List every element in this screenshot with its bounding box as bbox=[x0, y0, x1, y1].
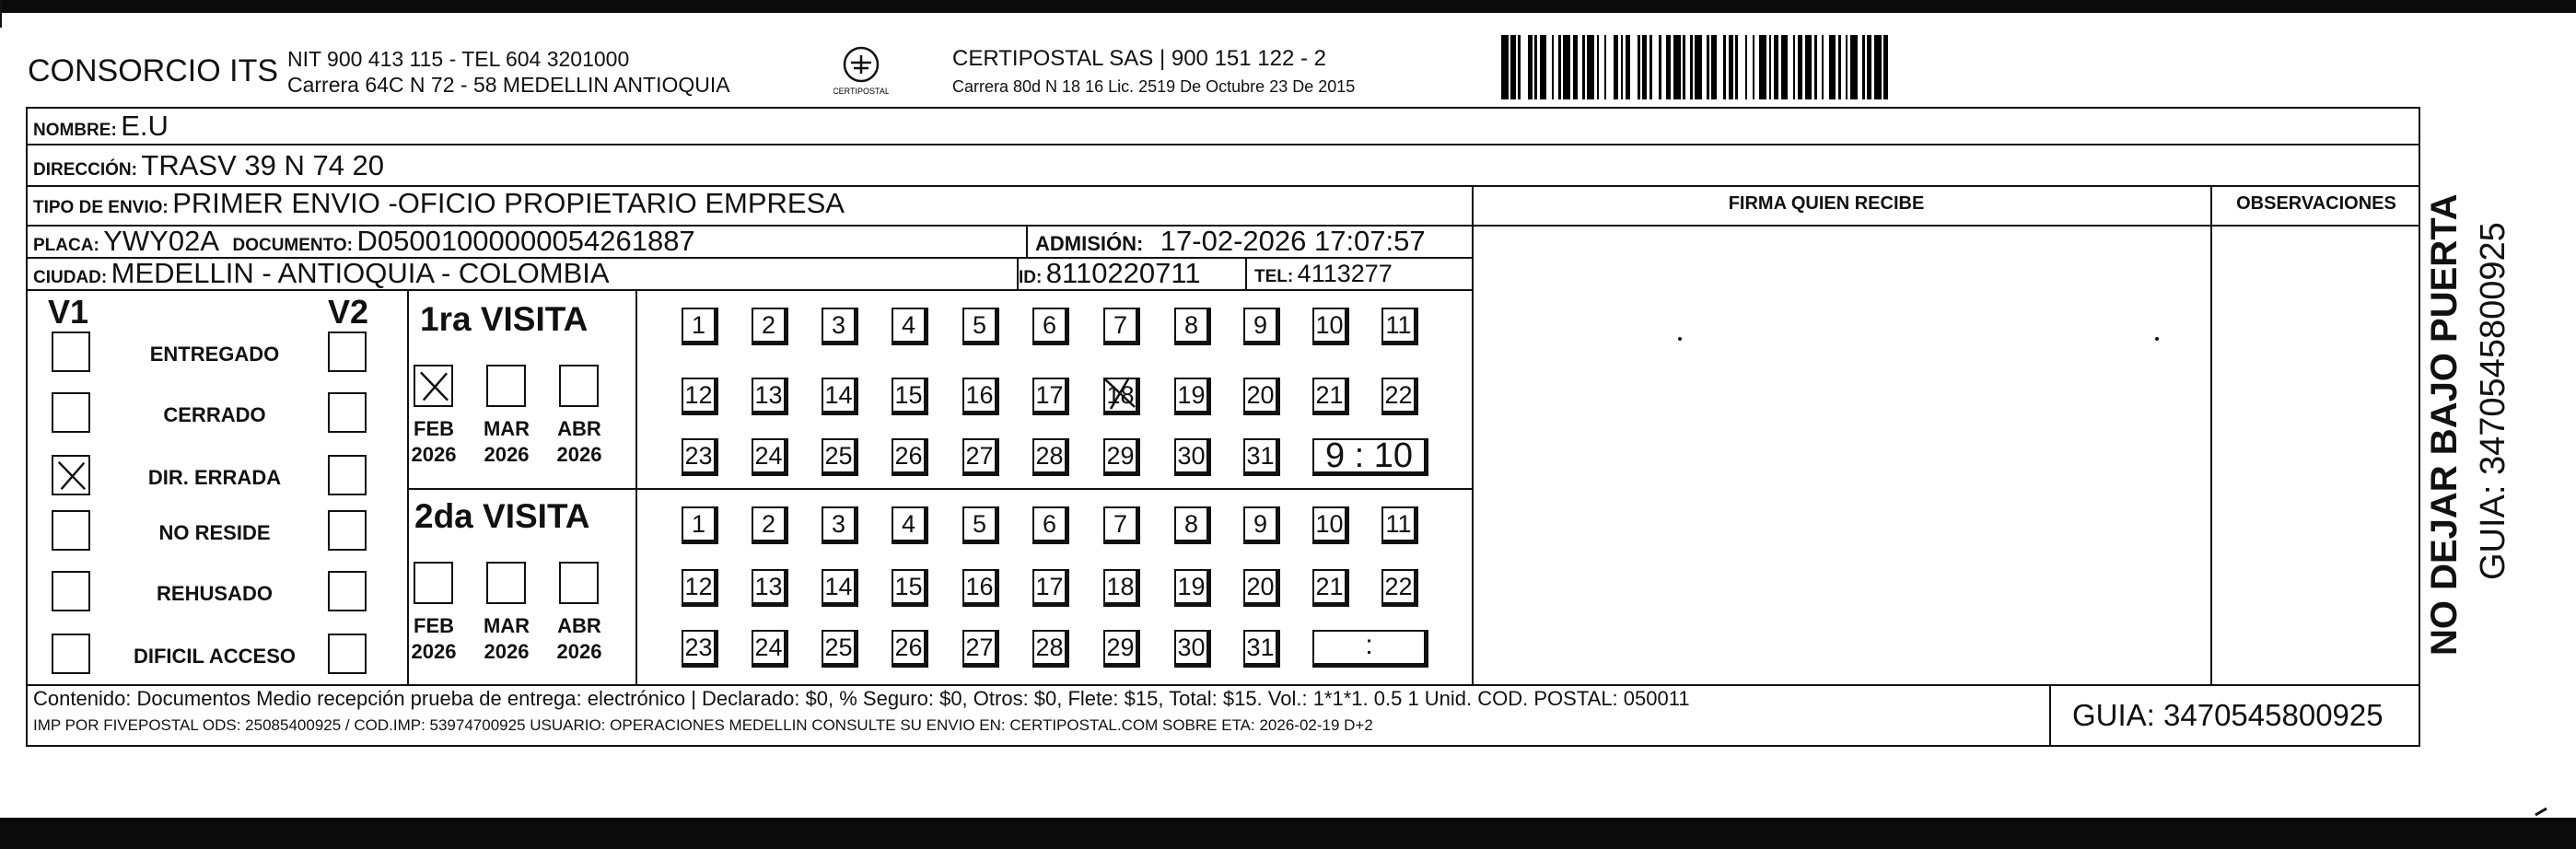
tel-label: TEL: bbox=[1254, 267, 1294, 286]
day-box[interactable]: 7 bbox=[1103, 506, 1140, 544]
scan-artifact bbox=[2535, 808, 2547, 817]
day-box[interactable]: 27 bbox=[962, 630, 999, 668]
day-box[interactable]: 5 bbox=[962, 308, 999, 345]
documento-value: D05001000000054261887 bbox=[356, 225, 695, 257]
v1-checkbox[interactable] bbox=[52, 634, 90, 674]
barcode-bar bbox=[1501, 35, 1509, 99]
day-box[interactable]: 28 bbox=[1032, 630, 1069, 668]
day-box[interactable]: 30 bbox=[1174, 438, 1211, 476]
v1-checkbox[interactable] bbox=[52, 392, 90, 433]
observaciones-label: OBSERVACIONES bbox=[2236, 193, 2396, 214]
day-box[interactable]: 15 bbox=[892, 378, 928, 415]
logo-text: CERTIPOSTAL bbox=[833, 87, 889, 96]
day-box[interactable]: 18 bbox=[1103, 378, 1140, 415]
v2-checkbox[interactable] bbox=[328, 510, 367, 551]
tipo-label: TIPO DE ENVIO: bbox=[33, 198, 169, 217]
time-box[interactable]: : bbox=[1312, 630, 1428, 668]
barcode-bar bbox=[1805, 35, 1813, 99]
status-label: DIFICIL ACCESO bbox=[133, 645, 296, 668]
status-label: NO RESIDE bbox=[158, 521, 271, 544]
barcode-bar bbox=[1587, 35, 1594, 99]
month-checkbox[interactable] bbox=[486, 365, 526, 407]
admision-row bbox=[1035, 225, 1426, 258]
month-name: FEB bbox=[414, 417, 454, 440]
documento-label: DOCUMENTO: bbox=[232, 236, 354, 255]
v1-checkbox[interactable] bbox=[52, 510, 90, 551]
id-value: 8110220711 bbox=[1045, 257, 1201, 289]
certipostal-license: Carrera 80d N 18 16 Lic. 2519 De Octubre 23 De 2015 bbox=[952, 77, 1356, 96]
v1-checkbox[interactable] bbox=[52, 331, 90, 372]
day-box[interactable]: 27 bbox=[962, 438, 999, 476]
side-guia-text: GUIA: 3470545800925 bbox=[2474, 222, 2512, 580]
day-box[interactable]: 10 bbox=[1312, 506, 1349, 544]
status-label: CERRADO bbox=[163, 403, 266, 426]
barcode-bar bbox=[1673, 35, 1681, 99]
company-name: CONSORCIO ITS bbox=[28, 53, 279, 88]
month-year: 2026 bbox=[411, 443, 457, 466]
direccion-row bbox=[33, 149, 384, 182]
status-label: DIR. ERRADA bbox=[147, 466, 282, 489]
day-box[interactable]: 6 bbox=[1032, 308, 1069, 345]
day-box[interactable]: 12 bbox=[682, 569, 718, 607]
month-label bbox=[406, 416, 461, 468]
day-box[interactable]: 28 bbox=[1032, 438, 1069, 476]
day-box[interactable]: 11 bbox=[1381, 506, 1418, 544]
day-box[interactable]: 31 bbox=[1243, 438, 1280, 476]
status-label: REHUSADO bbox=[157, 582, 273, 605]
barcode-bar bbox=[1630, 35, 1638, 99]
day-box[interactable]: 25 bbox=[822, 438, 858, 476]
company-nit: NIT 900 413 115 - TEL 604 3201000 bbox=[287, 47, 630, 71]
day-box[interactable]: 16 bbox=[962, 378, 999, 415]
month-checkbox[interactable] bbox=[414, 562, 453, 604]
company-address: Carrera 64C N 72 - 58 MEDELLIN ANTIOQUIA bbox=[287, 73, 730, 97]
month-label bbox=[406, 613, 461, 665]
day-box[interactable]: 24 bbox=[752, 630, 788, 668]
scan-artifact bbox=[0, 0, 2, 28]
day-box[interactable]: 14 bbox=[822, 569, 858, 607]
barcode-bar bbox=[1540, 35, 1547, 99]
day-box[interactable]: 20 bbox=[1243, 378, 1280, 415]
id-row bbox=[1019, 257, 1201, 290]
day-box[interactable]: 7 bbox=[1103, 308, 1140, 345]
certipostal-name: CERTIPOSTAL SAS | 900 151 122 - 2 bbox=[952, 46, 1326, 71]
month-year: 2026 bbox=[556, 443, 602, 466]
day-box[interactable]: 12 bbox=[682, 378, 718, 415]
month-year: 2026 bbox=[484, 443, 530, 466]
v2-checkbox[interactable] bbox=[328, 571, 367, 611]
month-year: 2026 bbox=[484, 640, 530, 663]
day-box[interactable]: 20 bbox=[1243, 569, 1280, 607]
day-box[interactable]: 9 bbox=[1243, 308, 1280, 345]
day-box[interactable]: 14 bbox=[822, 378, 858, 415]
day-box[interactable]: 29 bbox=[1103, 438, 1140, 476]
day-box[interactable]: 26 bbox=[892, 438, 928, 476]
month-label bbox=[552, 613, 607, 665]
day-box[interactable]: 22 bbox=[1381, 569, 1418, 607]
month-year: 2026 bbox=[556, 640, 602, 663]
month-checkbox[interactable] bbox=[414, 365, 453, 407]
month-name: ABR bbox=[557, 614, 601, 637]
month-year: 2026 bbox=[411, 640, 457, 663]
nombre-value: E.U bbox=[121, 110, 169, 142]
ciudad-label: CIUDAD: bbox=[33, 268, 108, 287]
day-box[interactable]: 3 bbox=[822, 308, 858, 345]
no-dejar-text: NO DEJAR BAJO PUERTA bbox=[2424, 193, 2465, 656]
direccion-value: TRASV 39 N 74 20 bbox=[141, 149, 385, 181]
month-checkbox[interactable] bbox=[559, 365, 599, 407]
barcode-bar bbox=[1695, 35, 1702, 99]
visit1-title: 1ra VISITA bbox=[420, 300, 589, 338]
tipo-value: PRIMER ENVIO -OFICIO PROPIETARIO EMPRESA bbox=[172, 187, 845, 219]
day-box[interactable]: 31 bbox=[1243, 630, 1280, 668]
barcode-bar bbox=[1781, 35, 1789, 99]
day-box[interactable]: 1 bbox=[682, 308, 718, 345]
barcode-bar bbox=[1717, 35, 1724, 99]
day-box[interactable]: 24 bbox=[752, 438, 788, 476]
day-box[interactable]: 19 bbox=[1174, 378, 1211, 415]
signature-dot bbox=[1678, 337, 1682, 341]
day-box[interactable]: 17 bbox=[1032, 569, 1069, 607]
admision-label: ADMISIÓN: bbox=[1035, 232, 1144, 255]
tel-row bbox=[1254, 260, 1393, 288]
visit2-title: 2da VISITA bbox=[414, 497, 590, 535]
footer-contenido: Contenido: Documentos Medio recepción prueba de entrega: electrónico | Declarado: $0, % Seguro: $0, Otros: $0, Flete: $15, Total: $15. Vol.: 1*1*1. 0.5 1 Unid. COD. POSTAL: 050011 bbox=[33, 687, 1690, 710]
firma-label: FIRMA QUIEN RECIBE bbox=[1728, 193, 1925, 214]
month-checkbox[interactable] bbox=[486, 562, 526, 604]
month-label bbox=[479, 613, 534, 665]
placa-value: YWY02A bbox=[103, 225, 220, 257]
month-label bbox=[552, 416, 607, 468]
v1-heading: V1 bbox=[48, 293, 89, 331]
month-name: MAR bbox=[483, 417, 530, 440]
day-box[interactable]: 23 bbox=[682, 630, 718, 668]
day-box[interactable]: 13 bbox=[752, 378, 788, 415]
barcode-bar bbox=[1606, 35, 1614, 99]
barcode-bar bbox=[1652, 35, 1660, 99]
certipostal-logo bbox=[833, 42, 889, 99]
barcode-bar bbox=[1874, 35, 1882, 99]
barcode-bar bbox=[1829, 35, 1836, 99]
day-box[interactable]: 23 bbox=[682, 438, 718, 476]
v1-checkbox[interactable] bbox=[52, 455, 90, 495]
nombre-row bbox=[33, 110, 169, 143]
month-checkbox[interactable] bbox=[559, 562, 599, 604]
ciudad-value: MEDELLIN - ANTIOQUIA - COLOMBIA bbox=[111, 257, 610, 289]
placa-label: PLACA: bbox=[33, 236, 99, 255]
day-box[interactable]: 21 bbox=[1312, 378, 1349, 415]
day-box[interactable]: 26 bbox=[892, 630, 928, 668]
day-box[interactable]: 2 bbox=[752, 506, 788, 544]
month-name: ABR bbox=[557, 417, 601, 440]
day-box[interactable]: 19 bbox=[1174, 569, 1211, 607]
day-box[interactable]: 4 bbox=[892, 506, 928, 544]
day-box[interactable]: 2 bbox=[752, 308, 788, 345]
day-box[interactable]: 15 bbox=[892, 569, 928, 607]
day-box[interactable]: 9 bbox=[1243, 506, 1280, 544]
day-box[interactable]: 18 bbox=[1103, 569, 1140, 607]
day-box[interactable]: 16 bbox=[962, 569, 999, 607]
day-box[interactable]: 4 bbox=[892, 308, 928, 345]
barcode bbox=[1501, 35, 2238, 99]
day-box[interactable]: 1 bbox=[682, 506, 718, 544]
direccion-label: DIRECCIÓN: bbox=[33, 160, 137, 180]
ciudad-row bbox=[33, 257, 610, 290]
barcode-bar bbox=[1738, 35, 1745, 99]
barcode-bar bbox=[1850, 35, 1858, 99]
time-box[interactable]: 9 : 10 bbox=[1312, 438, 1428, 476]
day-box[interactable]: 25 bbox=[822, 630, 858, 668]
id-label: ID: bbox=[1019, 268, 1043, 287]
day-box[interactable]: 6 bbox=[1032, 506, 1069, 544]
day-box[interactable]: 13 bbox=[752, 569, 788, 607]
v2-checkbox[interactable] bbox=[328, 331, 367, 372]
barcode-bar bbox=[1521, 35, 1528, 99]
placa-row bbox=[33, 225, 695, 258]
day-box[interactable]: 21 bbox=[1312, 569, 1349, 607]
barcode-bar bbox=[1563, 35, 1570, 99]
day-box[interactable]: 11 bbox=[1381, 308, 1418, 345]
day-box[interactable]: 8 bbox=[1174, 308, 1211, 345]
top-scan-border bbox=[0, 0, 2576, 13]
v2-heading: V2 bbox=[328, 293, 369, 331]
month-name: MAR bbox=[483, 614, 530, 637]
day-box[interactable]: 22 bbox=[1381, 378, 1418, 415]
signature-dot bbox=[2155, 337, 2159, 341]
footer-imp: IMP POR FIVEPOSTAL ODS: 25085400925 / COD.IMP: 53974700925 USUARIO: OPERACIONES MEDELLIN CONSULTE SU ENVIO EN: CERTIPOSTAL.COM SOBRE ETA: 2026-02-19 D+2 bbox=[33, 716, 1373, 734]
day-box[interactable]: 5 bbox=[962, 506, 999, 544]
bottom-scan-border bbox=[0, 818, 2576, 849]
admision-value: 17-02-2026 17:07:57 bbox=[1160, 225, 1426, 257]
month-label bbox=[479, 416, 534, 468]
status-label: ENTREGADO bbox=[149, 343, 280, 366]
month-name: FEB bbox=[414, 614, 454, 637]
barcode-bar bbox=[1888, 35, 1891, 99]
day-box[interactable]: 3 bbox=[822, 506, 858, 544]
barcode-bar bbox=[1759, 35, 1766, 99]
day-box[interactable]: 17 bbox=[1032, 378, 1069, 415]
tipo-row bbox=[33, 187, 845, 220]
tel-value: 4113277 bbox=[1297, 260, 1393, 287]
v2-checkbox[interactable] bbox=[328, 455, 367, 495]
day-box[interactable]: 30 bbox=[1174, 630, 1211, 668]
v2-checkbox[interactable] bbox=[328, 392, 367, 433]
day-box[interactable]: 10 bbox=[1312, 308, 1349, 345]
v1-checkbox[interactable] bbox=[52, 571, 90, 611]
day-box[interactable]: 8 bbox=[1174, 506, 1211, 544]
footer-guia: GUIA: 3470545800925 bbox=[2072, 698, 2384, 732]
day-box[interactable]: 29 bbox=[1103, 630, 1140, 668]
nombre-label: NOMBRE: bbox=[33, 121, 117, 140]
v2-checkbox[interactable] bbox=[328, 634, 367, 674]
